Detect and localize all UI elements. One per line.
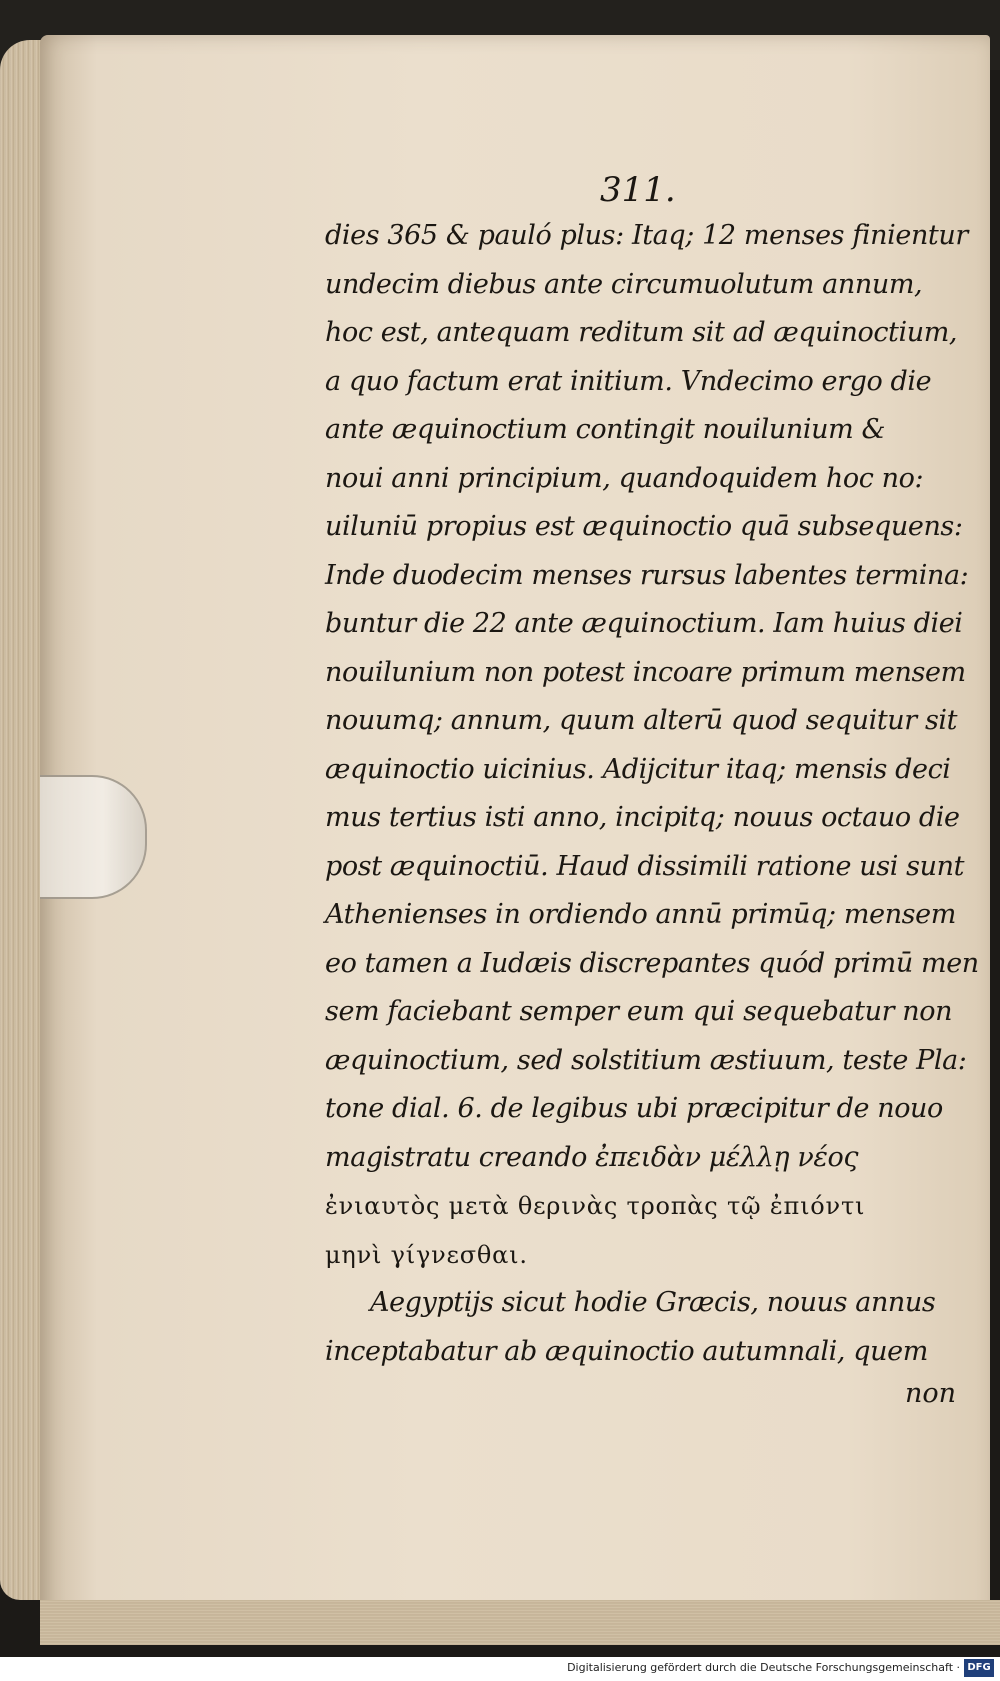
text-line: post æquinoctiū. Haud dissimili ratione usi sunt <box>325 850 965 882</box>
text-line: uiluniū propius est æquinoctio quā subsequens: <box>325 511 963 542</box>
text-line: magistratu creando ἐπειδὰν μέλλῃ νέος <box>325 1141 859 1173</box>
text-line: ante æquinoctium contingit nouilunium & <box>325 414 886 445</box>
page-clip <box>40 775 147 899</box>
page-edges-bottom <box>40 1600 1000 1645</box>
text-line: inceptabatur ab æquinoctio autumnali, quem <box>325 1335 928 1367</box>
text-line: Athenienses in ordiendo annū primūq; mensem <box>325 899 956 930</box>
text-line: nouumq; annum, quum alterū quod sequitur sit <box>325 705 958 736</box>
footer-bar <box>0 1657 1000 1681</box>
greek-text-line: μηνὶ γίγνεσθαι. <box>325 1240 528 1269</box>
text-line: noui anni principium, quandoquidem hoc no: <box>325 462 924 494</box>
body-text <box>325 212 979 1376</box>
text-line: dies 365 & pauló plus: Itaq; 12 menses finientur <box>325 220 968 251</box>
text-line: tone dial. 6. de legibus ubi præcipitur de nouo <box>325 1093 943 1124</box>
text-line: eo tamen a Iudæis discrepantes quód primū men <box>325 947 979 979</box>
text-line: Aegyptijs sicut hodie Græcis, nouus annus <box>370 1287 936 1318</box>
text-line: æquinoctio uicinius. Adijcitur itaq; mensis deci <box>325 753 951 785</box>
page-number: 311. <box>600 170 676 210</box>
text-line: Inde duodecim menses rursus labentes termina: <box>325 559 969 591</box>
text-line: hoc est, antequam reditum sit ad æquinoctium, <box>325 317 958 348</box>
text-line: mus tertius isti anno, incipitq; nouus octauo die <box>325 802 960 833</box>
funding-credit: Digitalisierung gefördert durch die Deutsche Forschungsgemeinschaft · <box>567 1661 960 1674</box>
greek-text-line: ἐνιαυτὸς μετὰ θερινὰς τροπὰς τῷ ἐπιόντι <box>325 1192 866 1220</box>
text-line: æquinoctium, sed solstitium æstiuum, teste Pla: <box>325 1044 967 1076</box>
text-line: nouilunium non potest incoare primum mensem <box>325 656 966 688</box>
dfg-logo: DFG <box>964 1659 994 1677</box>
text-line: a quo factum erat initium. Vndecimo ergo die <box>325 365 932 397</box>
text-line: undecim diebus ante circumuolutum annum, <box>325 268 923 300</box>
text-line: sem faciebant semper eum qui sequebatur non <box>325 996 953 1027</box>
text-line: buntur die 22 ante æquinoctium. Iam huius diei <box>325 608 963 639</box>
catchword: non <box>905 1378 957 1409</box>
